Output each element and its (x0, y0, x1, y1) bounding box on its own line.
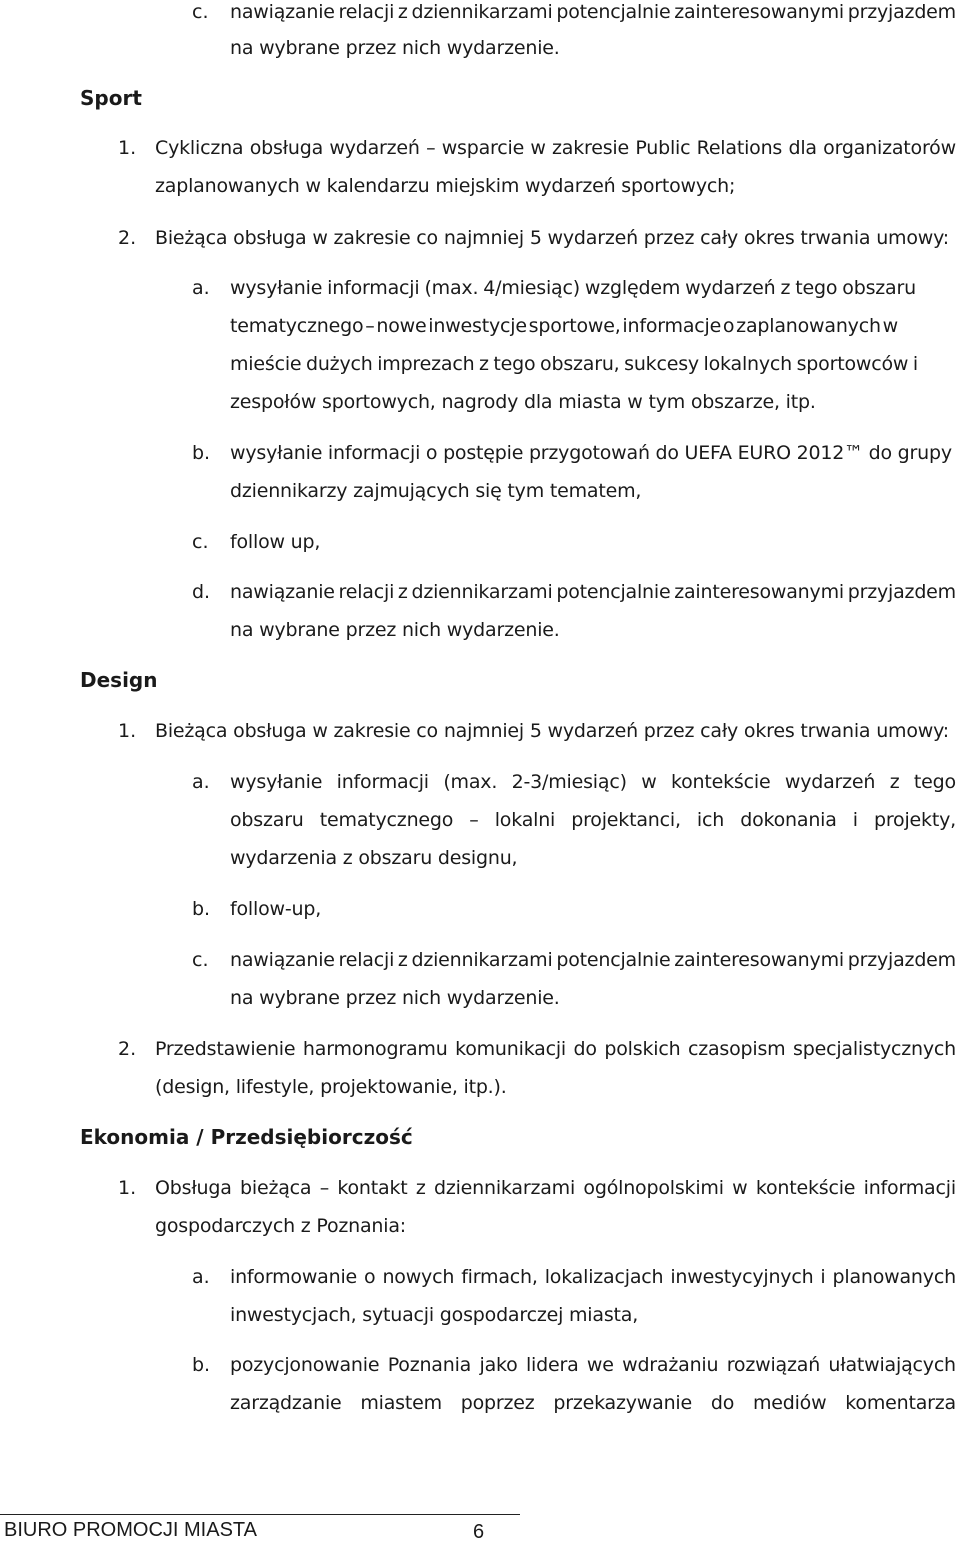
list-item-text: zespołów sportowych, nagrody dla miasta w tym obszarze, itp. (230, 391, 816, 413)
list-marker: 2. (118, 227, 137, 249)
list-item-text: wysyłanie informacji o postępie przygotowań do UEFA EURO 2012™ do grupy (230, 442, 952, 464)
list-item-text: nawiązanie relacji z dziennikarzami potencjalnie zainteresowanymi przyjazdem (230, 581, 956, 603)
list-item-text: wydarzenia z obszaru designu, (230, 847, 518, 869)
list-marker: a. (192, 1266, 210, 1288)
list-item-text: dziennikarzy zajmujących się tym tematem, (230, 480, 642, 502)
list-marker: a. (192, 771, 210, 793)
list-item-text: Przedstawienie harmonogramu komunikacji do polskich czasopism specjalistycznych (155, 1038, 956, 1060)
section-heading-economy: Ekonomia / Przedsiębiorczość (80, 1125, 413, 1149)
list-marker: b. (192, 898, 211, 920)
list-item-text: gospodarczych z Poznania: (155, 1215, 406, 1237)
list-item-text: nawiązanie relacji z dziennikarzami potencjalnie zainteresowanymi przyjazdem (230, 949, 956, 971)
list-marker: 1. (118, 1177, 137, 1199)
list-item-text: na wybrane przez nich wydarzenie. (230, 37, 560, 59)
list-item-text: pozycjonowanie Poznania jako lidera we wdrażaniu rozwiązań ułatwiających (230, 1354, 956, 1376)
page-number: 6 (473, 1521, 485, 1543)
list-item-text: Cykliczna obsługa wydarzeń – wsparcie w zakresie Public Relations dla organizatorów (155, 137, 956, 159)
list-marker: c. (192, 949, 209, 971)
list-marker: b. (192, 1354, 211, 1376)
list-item-text: (design, lifestyle, projektowanie, itp.). (155, 1076, 507, 1098)
list-item-text: follow-up, (230, 898, 322, 920)
list-item-text: obszaru tematycznego – lokalni projektanci, ich dokonania i projekty, (230, 809, 956, 831)
list-item-text: na wybrane przez nich wydarzenie. (230, 987, 560, 1009)
list-item-text: nawiązanie relacji z dziennikarzami potencjalnie zainteresowanymi przyjazdem (230, 1, 956, 23)
section-heading-sport: Sport (80, 86, 142, 110)
list-item-text: mieście dużych imprezach z tego obszaru, sukcesy lokalnych sportowców i (230, 353, 918, 375)
list-item-text: Bieżąca obsługa w zakresie co najmniej 5 wydarzeń przez cały okres trwania umowy: (155, 720, 949, 742)
footer-organization: BIURO PROMOCJI MIASTA (4, 1519, 257, 1541)
list-item-text: Obsługa bieżąca – kontakt z dziennikarzami ogólnopolskimi w kontekście informacji (155, 1177, 956, 1199)
list-marker: 1. (118, 137, 137, 159)
list-marker: c. (192, 1, 209, 23)
list-item-text: zaplanowanych w kalendarzu miejskim wydarzeń sportowych; (155, 175, 736, 197)
list-item-text: wysyłanie informacji (max. 4/miesiąc) względem wydarzeń z tego obszaru (230, 277, 916, 299)
section-heading-design: Design (80, 668, 158, 692)
list-marker: c. (192, 531, 209, 553)
footer-rule (0, 1514, 520, 1515)
list-item-text: wysyłanie informacji (max. 2-3/miesiąc) w kontekście wydarzeń z tego (230, 771, 956, 793)
list-item-text: Bieżąca obsługa w zakresie co najmniej 5 wydarzeń przez cały okres trwania umowy: (155, 227, 949, 249)
list-item-text: zarządzanie miastem poprzez przekazywanie do mediów komentarza (230, 1392, 956, 1414)
list-item-text: follow up, (230, 531, 321, 553)
list-marker: a. (192, 277, 210, 299)
list-marker: b. (192, 442, 211, 464)
list-marker: 1. (118, 720, 137, 742)
list-item-text: inwestycjach, sytuacji gospodarczej miasta, (230, 1304, 639, 1326)
list-marker: d. (192, 581, 211, 603)
list-item-text: tematycznego – nowe inwestycje sportowe, informacje o zaplanowanych w (230, 315, 898, 337)
list-item-text: na wybrane przez nich wydarzenie. (230, 619, 560, 641)
list-marker: 2. (118, 1038, 137, 1060)
list-item-text: informowanie o nowych firmach, lokalizacjach inwestycyjnych i planowanych (230, 1266, 956, 1288)
